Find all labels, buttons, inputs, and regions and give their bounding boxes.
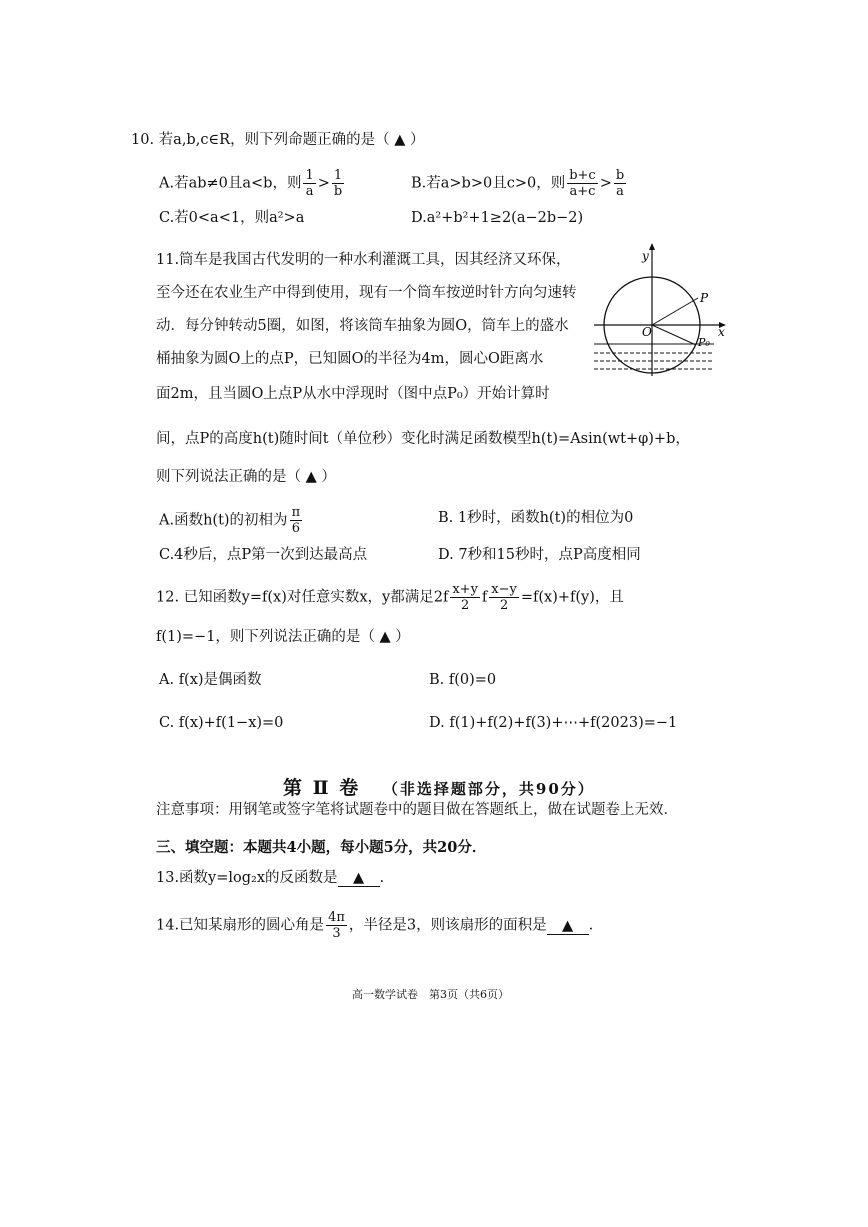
q11-line-3: 动．每分钟转动5圈，如图，将该筒车抽象为圆O，筒车上的盛水 xyxy=(156,318,569,334)
q11-line-7: 则下列说法正确的是（ ▲ ） xyxy=(156,469,336,485)
part2-title: 第 Ⅱ 卷 （非选择题部分，共90分） xyxy=(283,777,595,799)
origin-label: O xyxy=(642,325,652,339)
q11-option-d: D. 7秒和15秒时，点P高度相同 xyxy=(438,547,641,563)
waterwheel-figure xyxy=(590,240,730,380)
section-3-heading: 三、填空题：本题共4小题，每小题5分，共20分． xyxy=(156,839,487,856)
q11-option-a: A.函数h(t)的初相为 $\frac{\pi}{6}$ xyxy=(159,505,301,536)
q11-line-5: 面2m，且当圆O上点P从水中浮现时（图中点P₀）开始计算时 xyxy=(156,386,550,402)
y-axis-label: y xyxy=(642,249,649,263)
part2-note: 注意事项：用钢笔或签字笔将试题卷中的题目做在答题纸上，做在试题卷上无效． xyxy=(156,802,678,818)
q12-option-a: A. f(x)是偶函数 xyxy=(159,672,262,688)
q12-option-b: B. f(0)=0 xyxy=(429,672,497,688)
radius-op xyxy=(652,298,698,325)
x-axis-label: x xyxy=(718,325,725,339)
q10-option-b: B.若a>b>0且c>0，则 $\frac{b+c}{a+c}$ > $\frac{b}{a}$ xyxy=(411,168,625,199)
page-footer: 高一数学试卷 第3页（共6页） xyxy=(352,988,509,1001)
q12-line-2: f(1)=−1，则下列说法正确的是（ ▲ ） xyxy=(156,629,410,645)
q14: 14.已知某扇形的圆心角是 $\frac{4\pi}{3}$ ，半径是3，则该扇形的面积是 ▲ . xyxy=(156,910,594,941)
radius-op0 xyxy=(652,325,696,345)
q10-option-a: A.若ab≠0且a<b，则 $\frac{1}{a}$ > $\frac{1}{b}$ xyxy=(159,168,343,199)
q13: 13.函数y=log₂x的反函数是 ▲ . xyxy=(156,870,385,886)
q10-option-c: C.若0<a<1，则a²>a xyxy=(159,210,305,226)
q11-line-2: 至今还在农业生产中得到使用，现有一个筒车按逆时针方向匀速转 xyxy=(156,285,577,301)
q10-option-d: D.a²+b²+1≥2(a−2b−2) xyxy=(411,210,584,226)
q10-stem: 10. 若a,b,c∈R，则下列命题正确的是（ ▲ ） xyxy=(131,132,425,148)
q12-stem: 12. 已知函数y=f(x)对任意实数x，y都满足2f $\frac{x+y}{2}$ f $\frac{x-y}{2}$ =f(x)+f(y)，且 xyxy=(156,582,624,613)
point-p-label: P xyxy=(700,291,709,305)
q11-option-b: B. 1秒时，函数h(t)的相位为0 xyxy=(438,510,634,526)
q12-option-c: C. f(x)+f(1−x)=0 xyxy=(159,715,284,731)
q11-option-c: C.4秒后，点P第一次到达最高点 xyxy=(159,547,368,563)
q11-line-6: 间，点P的高度h(t)随时间t（单位秒）变化时满足函数模型h(t)=Asin(wt+φ)+b， xyxy=(156,431,690,447)
y-axis-arrow xyxy=(649,243,655,250)
q11-line-1: 11.筒车是我国古代发明的一种水利灌溉工具，因其经济又环保， xyxy=(156,252,571,268)
q12-option-d: D. f(1)+f(2)+f(3)+⋯+f(2023)=−1 xyxy=(429,715,678,731)
point-p0-label: P₀ xyxy=(698,336,710,349)
q11-line-4: 桶抽象为圆O上的点P，已知圆O的半径为4m，圆心O距离水 xyxy=(156,351,544,367)
